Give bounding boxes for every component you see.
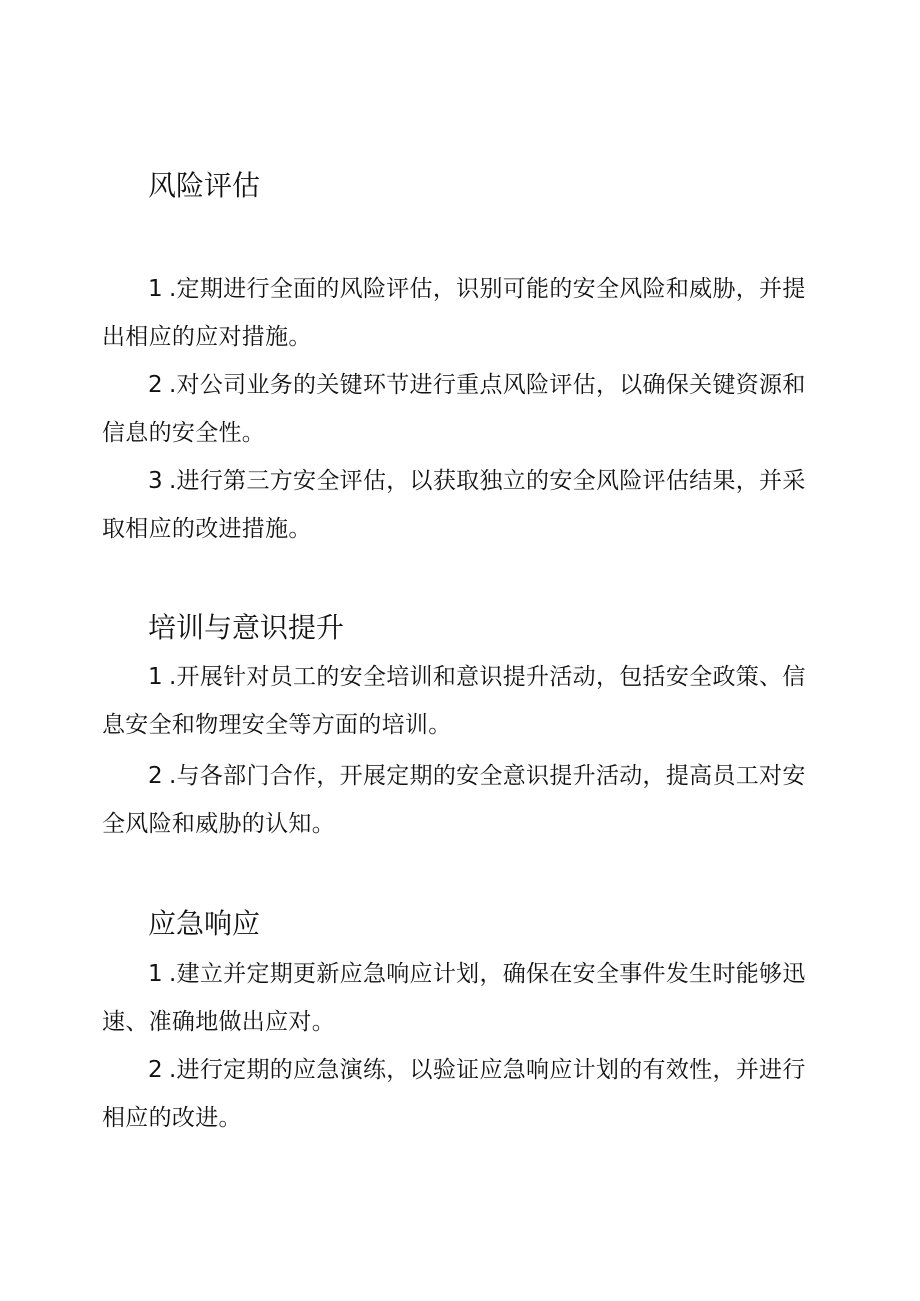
item-number: 1	[148, 276, 163, 302]
item-number: 2	[148, 372, 163, 398]
training-item-1	[102, 653, 822, 749]
training-item-2	[102, 752, 822, 848]
item-text: .定期进行全面的风险评估，识别可能的安全风险和威胁，并提出相应的应对措施。	[102, 276, 806, 350]
risk-item-1	[102, 265, 822, 361]
item-number: 1	[148, 961, 163, 987]
item-number: 3	[148, 468, 163, 494]
item-number: 2	[148, 763, 163, 789]
section-title-training: 培训与意识提升	[148, 611, 345, 644]
item-text: .建立并定期更新应急响应计划，确保在安全事件发生时能够迅速、准确地做出应对。	[102, 961, 806, 1035]
item-text: .进行定期的应急演练，以验证应急响应计划的有效性，并进行相应的改进。	[102, 1057, 806, 1131]
item-number: 2	[148, 1057, 163, 1083]
item-text: .与各部门合作，开展定期的安全意识提升活动，提高员工对安全风险和威胁的认知。	[102, 763, 806, 837]
item-text: .进行第三方安全评估，以获取独立的安全风险评估结果，并采取相应的改进措施。	[102, 468, 806, 542]
item-text: .对公司业务的关键环节进行重点风险评估，以确保关键资源和信息的安全性。	[102, 372, 806, 446]
risk-item-2	[102, 361, 822, 457]
item-number: 1	[148, 664, 163, 690]
emergency-item-2	[102, 1046, 822, 1142]
risk-item-3	[102, 457, 822, 553]
emergency-item-1	[102, 950, 822, 1046]
section-title-risk-assessment: 风险评估	[148, 169, 261, 202]
item-text: .开展针对员工的安全培训和意识提升活动，包括安全政策、信息安全和物理安全等方面的培训。	[102, 664, 806, 738]
section-title-emergency-response: 应急响应	[148, 907, 261, 940]
